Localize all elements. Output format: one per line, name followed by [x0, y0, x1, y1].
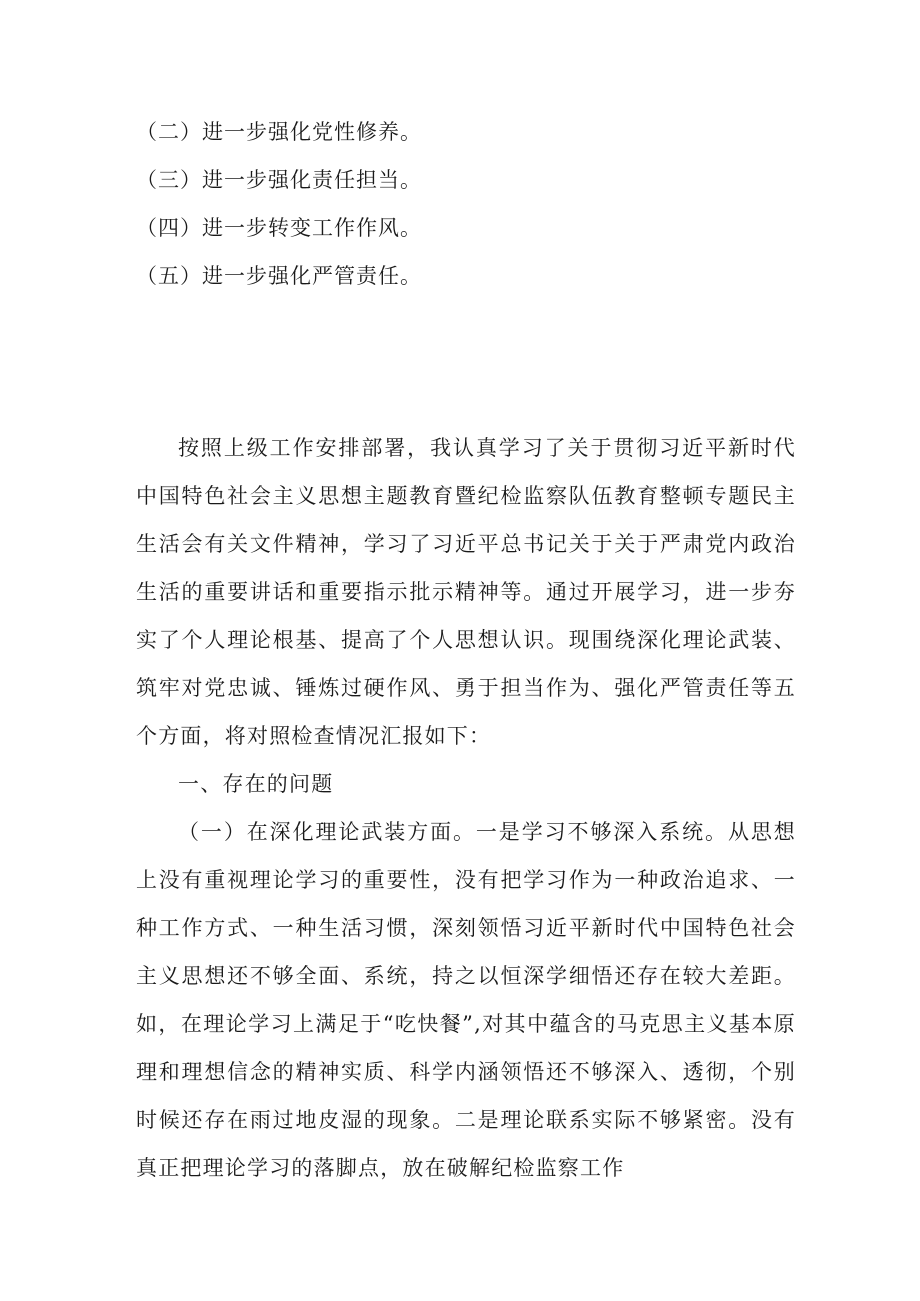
section-heading: 一、存在的问题: [178, 772, 334, 796]
outline-item: （四）进一步转变工作作风。: [136, 216, 422, 240]
intro-paragraph: 按照上级工作安排部署，我认真学习了关于贯彻习近平新时代中国特色社会主义思想主题教育暨纪检监察队伍教育整顿专题民主生活会有关文件精神，学习了习近平总书记关于关于严肃党内政治生活的重要讲话和重要指示批示精神等。通过开展学习，进一步夯实了个人理论根基、提高了个人思想认识。现围绕深化理论武装、筑牢对党忠诚、锤炼过硬作风、勇于担当作为、强化严管责任等五个方面，将对照检查情况汇报如下：: [136, 436, 796, 748]
body-text: [136, 424, 796, 1192]
outline-item: （三）进一步强化责任担当。: [136, 168, 422, 192]
outline-item: （二）进一步强化党性修养。: [136, 120, 422, 144]
outline-item: （五）进一步强化严管责任。: [136, 264, 422, 288]
section-paragraph: （一）在深化理论武装方面。一是学习不够深入系统。从思想上没有重视理论学习的重要性，没有把学习作为一种政治追求、一种工作方式、一种生活习惯，深刻领悟习近平新时代中国特色社会主义思想还不够全面、系统，持之以恒深学细悟还存在较大差距。如，在理论学习上满足于“吃快餐”,对其中蕴含的马克思主义基本原理和理想信念的精神实质、科学内涵领悟还不够深入、透彻，个别时候还存在雨过地皮湿的现象。二是理论联系实际不够紧密。没有真正把理论学习的落脚点，放在破解纪检监察工作: [136, 820, 796, 1180]
outline-list: [136, 108, 836, 300]
